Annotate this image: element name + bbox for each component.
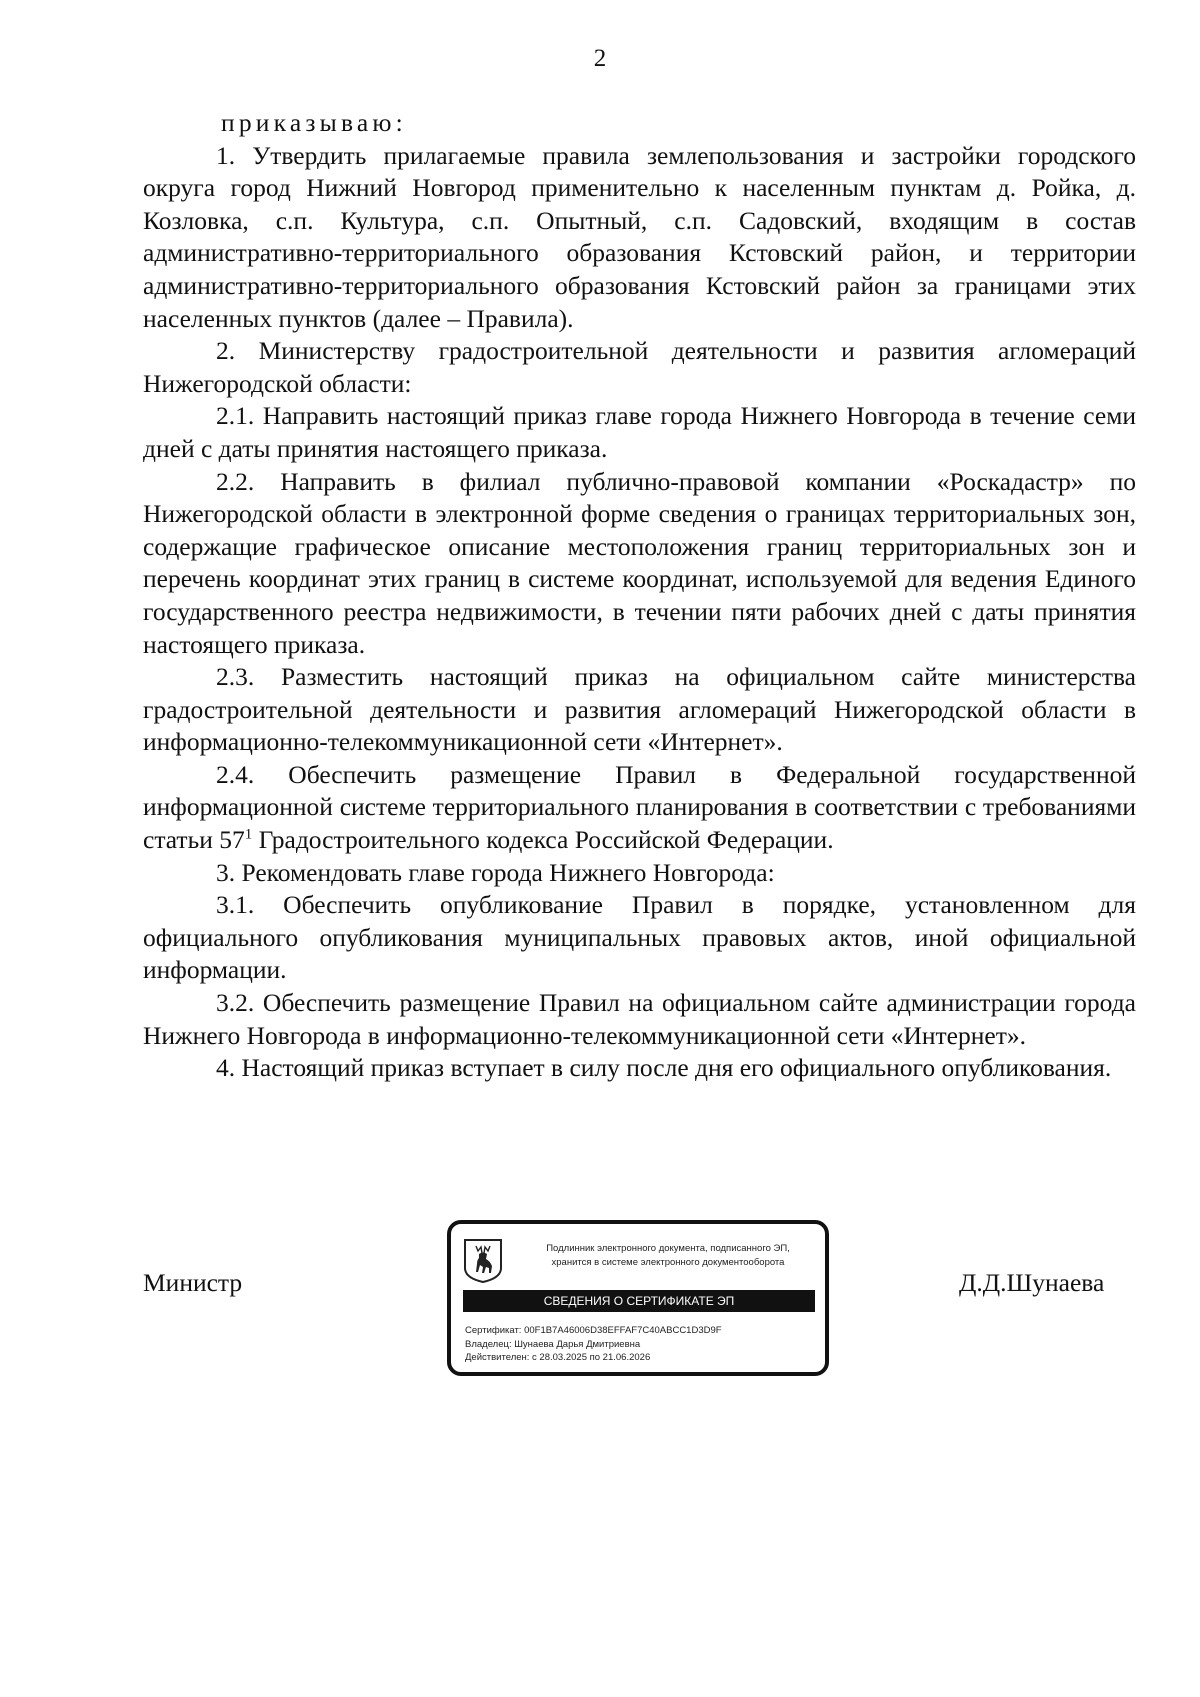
paragraph-2-1: 2.1. Направить настоящий приказ главе города Нижнего Новгорода в течение семи дней с даты принятия настоящего приказа. — [143, 401, 1136, 463]
paragraph-1: 1. Утвердить прилагаемые правила землепользования и застройки городского округа город Нижний Новгород применительно к населенным пунктам д. Ройка, д. Козловка, с.п. Культура, с.п. Опытный, с.п. Садовский, входящим в состав административно-территориального образования Кстовский район, и территории административно-территориального образования Кстовский район за границами этих населенных пунктов (далее – Правила). — [143, 140, 1136, 333]
certificate-banner: СВЕДЕНИЯ О СЕРТИФИКАТЕ ЭП — [463, 1290, 815, 1312]
stamp-note-line: хранится в системе электронного документооборота — [551, 1257, 785, 1268]
certificate-number: Сертификат: 00F1B7A46006D38EFFAF7C40ABCC1D3D9F — [465, 1325, 722, 1336]
order-word: приказываю: — [221, 108, 407, 137]
signer-name: Д.Д.Шунаева — [959, 1268, 1105, 1297]
paragraph-3: 3. Рекомендовать главе города Нижнего Новгорода: — [216, 857, 775, 887]
page-number: 2 — [593, 45, 607, 72]
signer-title: Министр — [143, 1268, 243, 1297]
article-superscript: 1 — [244, 826, 253, 843]
stamp-note — [513, 1242, 823, 1270]
certificate-validity: Действителен: с 28.03.2025 по 21.06.2026 — [465, 1352, 651, 1363]
order-body — [143, 107, 1136, 1085]
paragraph-2-3: 2.3. Разместить настоящий приказ на официальном сайте министерства градостроительной деятельности и развития агломераций Нижегородской области в информационно-телекоммуникационной сети «Интернет». — [143, 662, 1136, 757]
stamp-note-line: Подлинник электронного документа, подписанного ЭП, — [546, 1243, 790, 1254]
paragraph-3-2: 3.2. Обеспечить размещение Правил на официальном сайте администрации города Нижнего Новгорода в информационно-телекоммуникационной сети «Интернет». — [143, 988, 1136, 1050]
paragraph-2-4-text-end: Градостроительного кодекса Российской Федерации. — [252, 825, 834, 855]
certificate-owner: Владелец: Шунаева Дарья Дмитриевна — [465, 1338, 641, 1350]
paragraph-2-4 — [143, 759, 1136, 857]
paragraph-2-4-text: 2.4. Обеспечить размещение Правил в Федеральной государственной информационной системе территориального планирования в соответствии с требованиями статьи 57 — [143, 759, 1136, 855]
paragraph-3-1: 3.1. Обеспечить опубликование Правил в порядке, установленном для официального опубликования муниципальных правовых актов, иной официальной информации. — [143, 890, 1136, 985]
paragraph-2: 2. Министерству градостроительной деятельности и развития агломераций Нижегородской области: — [143, 336, 1136, 398]
paragraph-2-2: 2.2. Направить в филиал публично-правовой компании «Роскадастр» по Нижегородской области в электронной форме сведения о границах территориальных зон, содержащие графическое описание местоположения границ территориальных зон и перечень координат этих границ в системе координат, используемой для ведения Единого государственного реестра недвижимости, в течении пяти рабочих дней с даты принятия настоящего приказа. — [143, 466, 1136, 659]
certificate-details — [465, 1324, 815, 1365]
deer-emblem-icon — [463, 1238, 503, 1284]
paragraph-4: 4. Настоящий приказ вступает в силу после дня его официального опубликования. — [216, 1053, 1112, 1083]
electronic-signature-stamp — [447, 1220, 829, 1376]
